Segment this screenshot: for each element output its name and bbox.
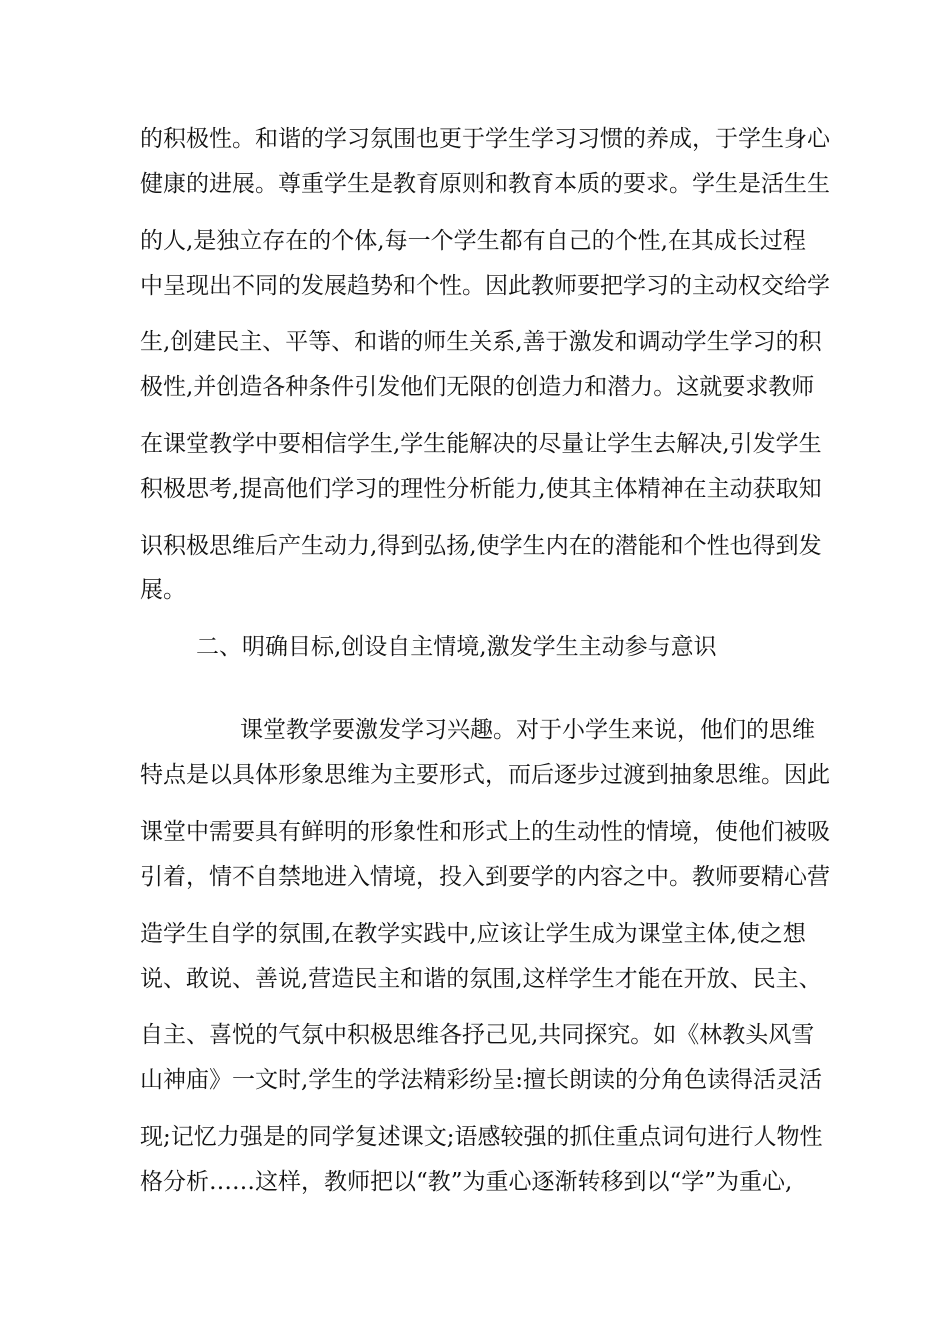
paragraph-1-line-8: 积极思考,提高他们学习的理性分析能力,使其主体精神在主动获取知 [140,476,822,502]
paragraph-2-line-6: 说、敢说、善说,营造民主和谐的氛围,这样学生才能在开放、民主、 [140,966,822,992]
section-heading: 二、明确目标,创设自主情境,激发学生主动参与意识 [196,634,717,660]
paragraph-2-line-7: 自主、喜悦的气氛中积极思维各抒己见,共同探究。如《林教头风雪 [140,1022,815,1048]
paragraph-1-line-4: 中呈现出不同的发展趋势和个性。因此教师要把学习的主动权交给学 [140,273,830,299]
paragraph-2-line-8: 山神庙》一文时,学生的学法精彩纷呈:擅长朗读的分角色读得活灵活 [140,1067,823,1093]
paragraph-1-line-10: 展。 [140,577,186,603]
paragraph-1-line-3: 的人,是独立存在的个体,每一个学生都有自己的个性,在其成长过程 [140,228,806,254]
paragraph-2-line-1: 课堂教学要激发学习兴趣。对于小学生来说，他们的思维 [240,717,815,743]
paragraph-1-line-9: 识积极思维后产生动力,得到弘扬,使学生内在的潜能和个性也得到发 [140,533,822,559]
paragraph-2-line-3: 课堂中需要具有鲜明的形象性和形式上的生动性的情境，使他们被吸 [140,819,830,845]
paragraph-1-line-5: 生,创建民主、平等、和谐的师生关系,善于激发和调动学生学习的积 [140,329,822,355]
paragraph-1-line-2: 健康的进展。尊重学生是教育原则和教育本质的要求。学生是活生生 [140,171,830,197]
paragraph-1-line-7: 在课堂教学中要相信学生,学生能解决的尽量让学生去解决,引发学生 [140,431,822,457]
paragraph-2-line-2: 特点是以具体形象思维为主要形式，而后逐步过渡到抽象思维。因此 [140,762,830,788]
paragraph-2-line-4: 引着，情不自禁地进入情境，投入到要学的内容之中。教师要精心营 [140,864,830,890]
paragraph-2-line-10: 格分析……这样，教师把以“教”为重心逐渐转移到以“学”为重心, [140,1169,793,1195]
paragraph-2-line-5: 造学生自学的氛围,在教学实践中,应该让学生成为课堂主体,使之想 [140,921,806,947]
paragraph-1-line-6: 极性,并创造各种条件引发他们无限的创造力和潜力。这就要求教师 [140,374,815,400]
paragraph-2-line-9: 现;记忆力强是的同学复述课文;语感较强的抓住重点词句进行人物性 [140,1124,823,1150]
paragraph-1-line-1: 的积极性。和谐的学习氛围也更于学生学习习惯的养成，于学生身心 [140,126,830,152]
